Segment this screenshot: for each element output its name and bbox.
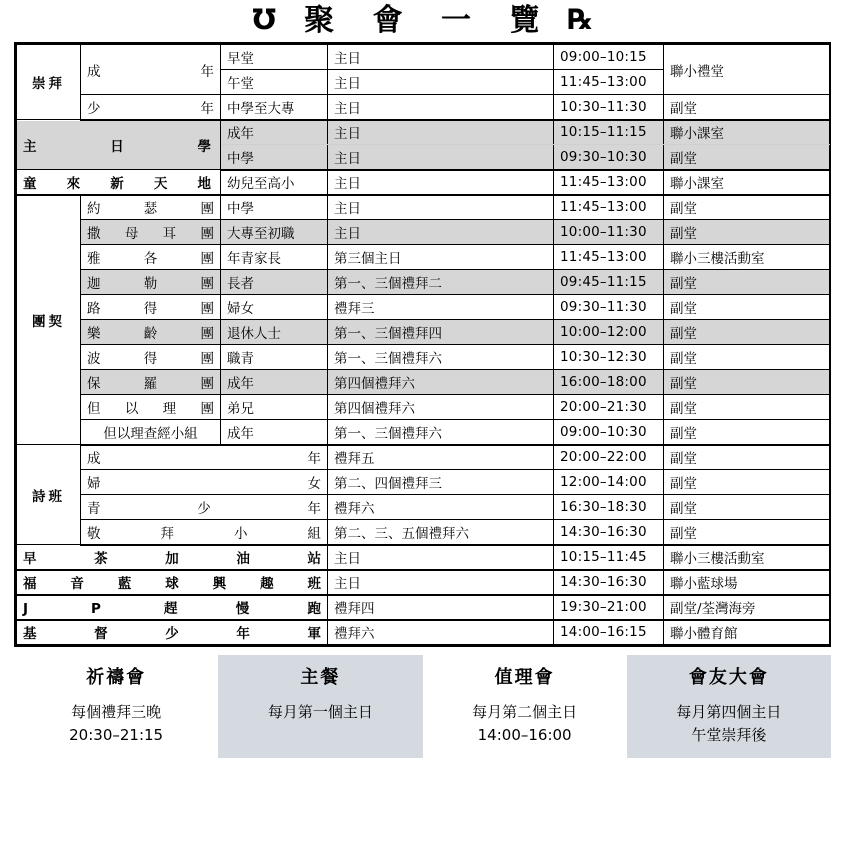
table-row — [17, 395, 830, 420]
table-row — [17, 370, 830, 395]
row-who: 成年 — [221, 120, 328, 145]
row-place: 副堂 — [664, 145, 830, 170]
row-place: 副堂 — [664, 345, 830, 370]
group-label-fellowship: 團契 — [17, 195, 81, 445]
table-row — [17, 620, 830, 645]
row-who: 中學 — [221, 195, 328, 220]
row-when: 主日 — [328, 95, 554, 120]
row-who: 大專至初職 — [221, 220, 328, 245]
schedule-table — [16, 44, 830, 645]
table-row — [17, 320, 830, 345]
row-time: 12:00–14:00 — [554, 470, 664, 495]
footer-notes — [14, 655, 831, 758]
row-name: 約瑟團 — [81, 195, 221, 220]
table-row — [17, 170, 830, 195]
footer-box-board — [423, 655, 627, 758]
row-when: 禮拜六 — [328, 495, 554, 520]
row-time: 16:00–18:00 — [554, 370, 664, 395]
table-row — [17, 595, 830, 620]
row-who: 成年 — [221, 370, 328, 395]
row-who: 弟兄 — [221, 395, 328, 420]
row-place: 副堂 — [664, 295, 830, 320]
row-place: 聯小藍球場 — [664, 570, 830, 595]
row-when: 第一、三個禮拜六 — [328, 345, 554, 370]
group-label-sunday-school: 主日學 — [17, 120, 221, 170]
table-row — [17, 45, 830, 70]
row-time: 16:30–18:30 — [554, 495, 664, 520]
row-when: 主日 — [328, 170, 554, 195]
footer-title: 會友大會 — [688, 667, 769, 688]
table-row — [17, 420, 830, 445]
row-when: 第四個禮拜六 — [328, 395, 554, 420]
row-when: 第一、三個禮拜六 — [328, 420, 554, 445]
row-name: 但以理團 — [81, 395, 221, 420]
footer-line: 每月第一個主日 — [267, 703, 373, 721]
row-when: 第二、四個禮拜三 — [328, 470, 554, 495]
row-place: 聯小課室 — [664, 170, 830, 195]
row-place: 副堂 — [664, 320, 830, 345]
activity-name: J P 趕慢跑 — [17, 595, 328, 620]
row-who: 年青家長 — [221, 245, 328, 270]
row-place: 副堂 — [664, 395, 830, 420]
row-name: 成年 — [81, 445, 328, 470]
row-place: 副堂 — [664, 95, 830, 120]
row-when: 主日 — [328, 120, 554, 145]
activity-name: 福音藍球興趣班 — [17, 570, 328, 595]
row-name: 但以理查經小組 — [81, 420, 221, 445]
row-time: 09:30–11:30 — [554, 295, 664, 320]
ornament-right-icon: ℞ — [567, 3, 593, 36]
row-when: 第三個主日 — [328, 245, 554, 270]
row-when: 禮拜四 — [328, 595, 554, 620]
footer-box-members-meeting — [627, 655, 831, 758]
row-who: 早堂 — [221, 45, 328, 70]
row-place: 副堂 — [664, 270, 830, 295]
row-name: 婦女 — [81, 470, 328, 495]
row-when: 禮拜五 — [328, 445, 554, 470]
row-name: 青少年 — [81, 495, 328, 520]
row-place: 聯小三樓活動室 — [664, 545, 830, 570]
table-row — [17, 295, 830, 320]
row-when: 主日 — [328, 570, 554, 595]
row-when: 主日 — [328, 545, 554, 570]
ornament-left-icon: ℧ — [252, 3, 277, 36]
row-name: 保羅團 — [81, 370, 221, 395]
table-row — [17, 520, 830, 545]
row-who: 中學 — [221, 145, 328, 170]
footer-title: 值理會 — [494, 667, 555, 688]
row-when: 主日 — [328, 220, 554, 245]
row-time: 14:00–16:15 — [554, 620, 664, 645]
footer-box-communion — [218, 655, 422, 758]
table-row — [17, 270, 830, 295]
row-time: 11:45–13:00 — [554, 195, 664, 220]
row-when: 主日 — [328, 70, 554, 95]
footer-line: 午堂崇拜後 — [691, 726, 767, 745]
row-place: 副堂/荃灣海旁 — [664, 595, 830, 620]
row-name: 波得團 — [81, 345, 221, 370]
footer-title: 祈禱會 — [86, 667, 147, 688]
row-time: 09:45–11:15 — [554, 270, 664, 295]
row-place: 副堂 — [664, 420, 830, 445]
footer-line: 每個禮拜三晚 — [71, 703, 162, 721]
table-row — [17, 445, 830, 470]
row-place: 副堂 — [664, 370, 830, 395]
group-label-children: 童來新天地 — [17, 170, 221, 195]
row-time: 10:00–11:30 — [554, 220, 664, 245]
row-who: 成年 — [221, 420, 328, 445]
row-time: 09:30–10:30 — [554, 145, 664, 170]
table-row — [17, 495, 830, 520]
row-name: 路得團 — [81, 295, 221, 320]
row-when: 第二、三、五個禮拜六 — [328, 520, 554, 545]
row-when: 主日 — [328, 145, 554, 170]
row-place: 副堂 — [664, 445, 830, 470]
row-who: 退休人士 — [221, 320, 328, 345]
table-row — [17, 95, 830, 120]
row-time: 19:30–21:00 — [554, 595, 664, 620]
group-label-choir: 詩班 — [17, 445, 81, 545]
row-name: 雅各團 — [81, 245, 221, 270]
row-place: 聯小課室 — [664, 120, 830, 145]
table-row — [17, 195, 830, 220]
row-when: 主日 — [328, 45, 554, 70]
row-name: 少年 — [81, 95, 221, 120]
row-when: 第一、三個禮拜二 — [328, 270, 554, 295]
row-who: 中學至大專 — [221, 95, 328, 120]
footer-title: 主餐 — [300, 667, 341, 688]
row-time: 10:15–11:45 — [554, 545, 664, 570]
row-place: 聯小禮堂 — [664, 45, 830, 95]
row-place: 副堂 — [664, 195, 830, 220]
table-row — [17, 570, 830, 595]
activity-name: 基督少年軍 — [17, 620, 328, 645]
row-time: 20:00–21:30 — [554, 395, 664, 420]
row-place: 副堂 — [664, 470, 830, 495]
row-place: 副堂 — [664, 495, 830, 520]
row-place: 副堂 — [664, 220, 830, 245]
table-row — [17, 470, 830, 495]
row-time: 09:00–10:15 — [554, 45, 664, 70]
row-time: 11:45–13:00 — [554, 245, 664, 270]
row-time: 10:30–12:30 — [554, 345, 664, 370]
schedule-table-container — [14, 42, 831, 647]
row-when: 第一、三個禮拜四 — [328, 320, 554, 345]
table-row — [17, 120, 830, 145]
row-time: 14:30–16:30 — [554, 520, 664, 545]
row-time: 11:45–13:00 — [554, 70, 664, 95]
title-text: 聚 會 一 覽 — [304, 3, 554, 38]
table-row — [17, 220, 830, 245]
row-place: 聯小體育館 — [664, 620, 830, 645]
row-when: 禮拜六 — [328, 620, 554, 645]
row-who: 職青 — [221, 345, 328, 370]
row-who: 幼兒至高小 — [221, 170, 328, 195]
footer-box-prayer — [14, 655, 218, 758]
row-name: 成年 — [81, 45, 221, 95]
table-row — [17, 245, 830, 270]
row-when: 主日 — [328, 195, 554, 220]
row-name: 敬拜小組 — [81, 520, 328, 545]
row-when: 禮拜三 — [328, 295, 554, 320]
row-time: 09:00–10:30 — [554, 420, 664, 445]
row-place: 副堂 — [664, 520, 830, 545]
footer-line: 每月第四個主日 — [676, 703, 782, 721]
row-name: 撒母耳團 — [81, 220, 221, 245]
row-time: 14:30–16:30 — [554, 570, 664, 595]
row-time: 10:00–12:00 — [554, 320, 664, 345]
row-name: 樂齡團 — [81, 320, 221, 345]
table-row — [17, 345, 830, 370]
row-time: 11:45–13:00 — [554, 170, 664, 195]
row-name: 迦勒團 — [81, 270, 221, 295]
row-time: 10:15–11:15 — [554, 120, 664, 145]
row-place: 聯小三樓活動室 — [664, 245, 830, 270]
row-when: 第四個禮拜六 — [328, 370, 554, 395]
row-who: 午堂 — [221, 70, 328, 95]
row-who: 長者 — [221, 270, 328, 295]
footer-line: 每月第二個主日 — [472, 703, 578, 721]
row-time: 20:00–22:00 — [554, 445, 664, 470]
row-time: 10:30–11:30 — [554, 95, 664, 120]
row-who: 婦女 — [221, 295, 328, 320]
page-title — [0, 0, 845, 42]
activity-name: 早茶加油站 — [17, 545, 328, 570]
table-row — [17, 545, 830, 570]
group-label-worship: 崇拜 — [17, 45, 81, 120]
footer-line: 20:30–21:15 — [69, 726, 164, 745]
footer-line: 14:00–16:00 — [477, 726, 572, 745]
